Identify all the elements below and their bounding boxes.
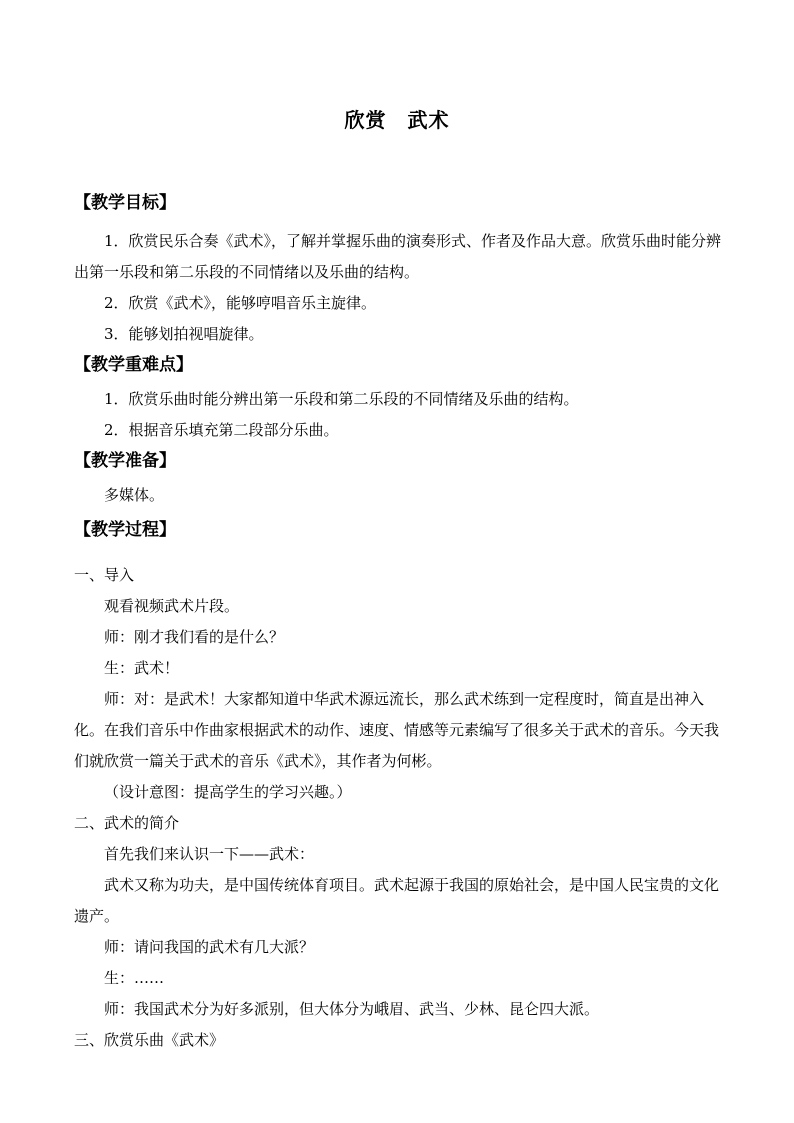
outline-heading-intro: 一、导入 [74, 566, 135, 584]
process-line: 师：刚才我们看的是什么？ [104, 628, 285, 646]
goal-item: 3．能够划拍视唱旋律。 [104, 325, 264, 343]
outline-heading-introduction: 二、武术的简介 [74, 814, 180, 832]
process-line: 观看视频武术片段。 [104, 597, 240, 615]
process-line: 生：武术！ [104, 659, 180, 677]
section-heading-goals: 【教学目标】 [74, 193, 176, 213]
key-point-item: 2．根据音乐填充第二段部分乐曲。 [104, 421, 339, 439]
process-line: 师：对：是武术！大家都知道中华武术源远流长，那么武术练到一定程度时，简直是出神入化。在我们音乐中作曲家根据武术的动作、速度、情感等元素编写了很多关于武术的音乐。今天我们就欣赏一篇关于武术的音乐《武术》，其作者为何彬。 [74, 690, 720, 770]
process-line: 师：请问我国的武术有几大派？ [104, 938, 315, 956]
preparation-text: 多媒体。 [104, 486, 165, 504]
goal-item: 1．欣赏民乐合奏《武术》，了解并掌握乐曲的演奏形式、作者及作品大意。欣赏乐曲时能分辨出第一乐段和第二乐段的不同情绪以及乐曲的结构。 [74, 232, 722, 281]
process-line: 武术又称为功夫，是中国传统体育项目。武术起源于我国的原始社会，是中国人民宝贵的文化遗产。 [74, 876, 720, 925]
section-heading-preparation: 【教学准备】 [74, 451, 176, 471]
page-title: 欣赏 武术 [344, 108, 450, 132]
process-body [74, 560, 724, 1056]
process-line: 生：…… [104, 969, 165, 987]
outline-heading-appreciation: 三、欣赏乐曲《武术》 [74, 1031, 225, 1049]
key-point-item: 1．欣赏乐曲时能分辨出第一乐段和第二乐段的不同情绪及乐曲的结构。 [104, 390, 579, 408]
goal-item: 2．欣赏《武术》，能够哼唱音乐主旋律。 [104, 294, 377, 312]
process-line: 首先我们来认识一下——武术： [104, 845, 315, 863]
section-heading-process: 【教学过程】 [74, 520, 176, 540]
section-heading-key-points: 【教学重难点】 [74, 355, 193, 375]
document-body [74, 188, 724, 545]
process-line: （设计意图：提高学生的学习兴趣。） [104, 783, 352, 801]
process-line: 师：我国武术分为好多派别，但大体分为峨眉、武当、少林、昆仑四大派。 [104, 1000, 600, 1018]
